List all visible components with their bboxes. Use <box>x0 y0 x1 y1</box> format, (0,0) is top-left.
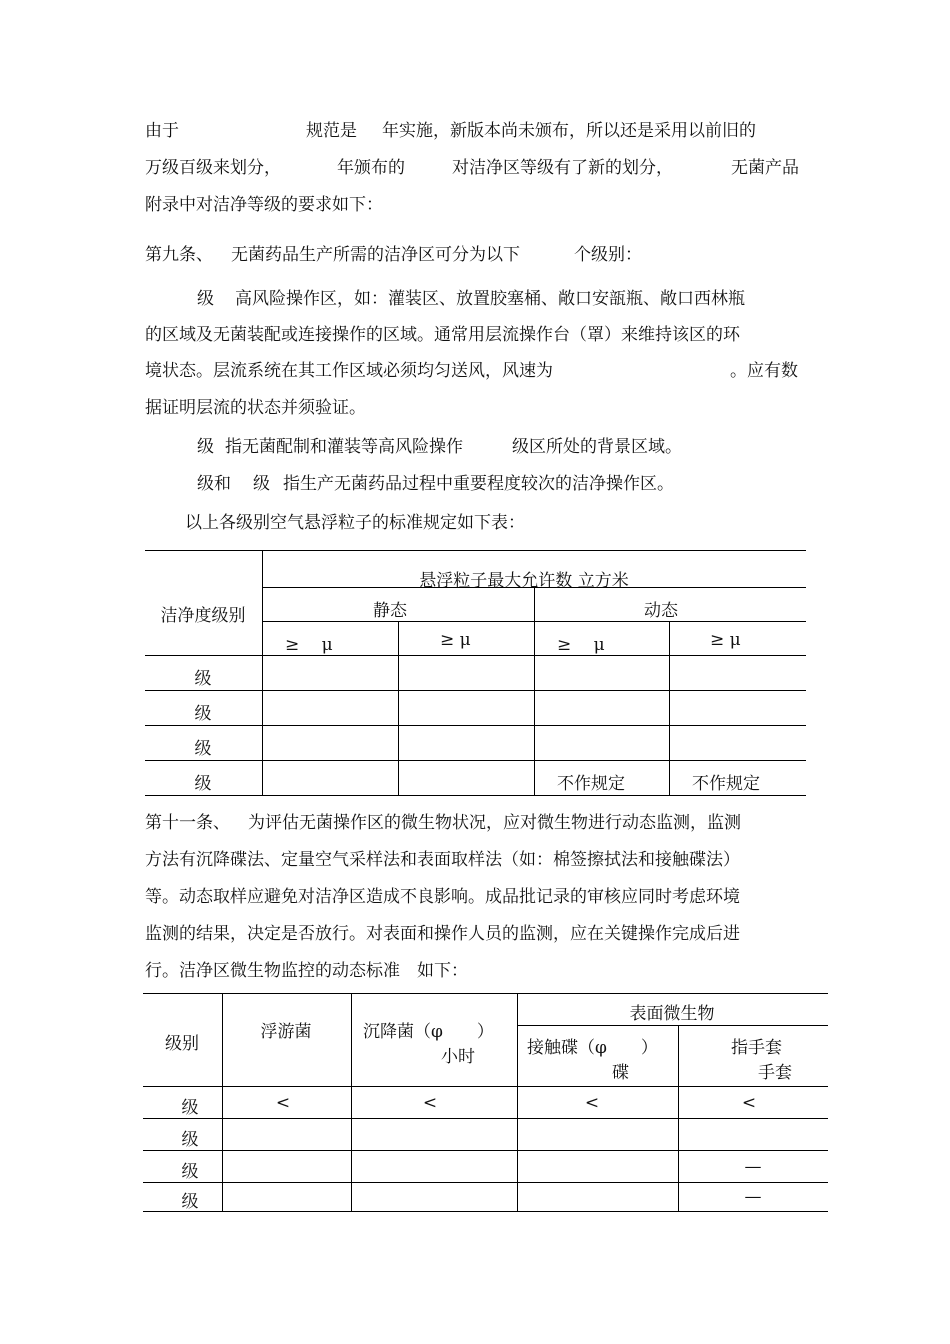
intro-text: 由于 <box>145 121 179 141</box>
row-grade: 级 <box>194 774 212 794</box>
article-text: 的区域及无菌装配或连接操作的区域。通常用层流操作台（罩）来维持该区的环 <box>145 325 740 345</box>
intro-text: 附录中对洁净等级的要求如下： <box>145 195 383 215</box>
grade-label: 级 <box>253 474 270 494</box>
article-text: 境状态。层流系统在其工作区域必须均匀送风，风速为 <box>145 361 553 381</box>
column-header-grade: 洁净度级别 <box>160 606 246 626</box>
column-header-particles: 悬浮粒子最大允许数 立方米 <box>419 571 629 591</box>
grade-label: 级 <box>197 289 214 309</box>
column-header-glove: 指手套 <box>731 1038 782 1058</box>
intro-text: 规范是 <box>306 121 357 141</box>
column-header-airborne: 浮游菌 <box>260 1022 312 1042</box>
column-header-static: 静态 <box>373 601 407 621</box>
row-grade: 级 <box>194 669 212 689</box>
article-text: 级区所处的背景区域。 <box>512 437 682 457</box>
article-heading: 第九条、 <box>145 245 213 265</box>
grade-label: 级 <box>197 437 214 457</box>
article-text: 方法有沉降碟法、定量空气采样法和表面取样法（如：棉签擦拭法和接触碟法） <box>145 850 740 870</box>
column-header-dynamic: 动态 <box>644 601 678 621</box>
article-text: 等。动态取样应避免对洁净区造成不良影响。成品批记录的审核应同时考虑环境 <box>145 887 740 907</box>
table-cell: < <box>584 1093 600 1113</box>
row-grade: 级 <box>181 1098 199 1118</box>
intro-text: 无菌产品 <box>731 158 799 178</box>
column-header-settle: 沉降菌（φ ） <box>363 1022 494 1042</box>
article-heading: 第十一条、 <box>145 813 230 833</box>
intro-text: 万级百级来划分， <box>145 158 281 178</box>
grade-label: 级和 <box>197 474 231 494</box>
table-cell: < <box>275 1093 291 1113</box>
column-subheader: ≥ μ <box>440 630 471 650</box>
row-grade: 级 <box>181 1130 199 1150</box>
table-cell: < <box>741 1093 757 1113</box>
column-subheader: ≥ μ <box>557 635 605 655</box>
column-header-contact-unit: 碟 <box>612 1063 629 1083</box>
intro-text: 对洁净区等级有了新的划分， <box>452 158 673 178</box>
column-subheader: ≥ μ <box>710 630 741 650</box>
table-cell: 不作规定 <box>557 774 625 794</box>
intro-text: 年颁布的 <box>337 158 405 178</box>
article-text: 个级别： <box>574 245 642 265</box>
article-text: 指生产无菌药品过程中重要程度较次的洁净操作区。 <box>283 474 674 494</box>
column-header-grade: 级别 <box>165 1034 199 1054</box>
row-grade: 级 <box>181 1192 199 1212</box>
article-text: 无菌药品生产所需的洁净区可分为以下 <box>231 245 520 265</box>
article-text: 监测的结果，决定是否放行。对表面和操作人员的监测，应在关键操作完成后进 <box>145 924 740 944</box>
row-grade: 级 <box>181 1162 199 1182</box>
column-subheader: ≥ μ <box>285 635 333 655</box>
table-cell: < <box>422 1093 438 1113</box>
article-text: 为评估无菌操作区的微生物状况，应对微生物进行动态监测，监测 <box>248 813 741 833</box>
intro-text: 年实施，新版本尚未颁布，所以还是采用以前旧的 <box>382 121 756 141</box>
row-grade: 级 <box>194 739 212 759</box>
article-text: 高风险操作区，如：灌装区、放置胶塞桶、敞口安瓿瓶、敞口西林瓶 <box>235 289 745 309</box>
column-header-settle-unit: 小时 <box>441 1047 475 1067</box>
column-header-glove-unit: 手套 <box>758 1063 792 1083</box>
article-text: 据证明层流的状态并须验证。 <box>145 398 366 418</box>
article-text: 。应有数 <box>730 361 798 381</box>
table-cell: — <box>744 1157 762 1177</box>
article-text: 行。洁净区微生物监控的动态标准 如下： <box>145 961 468 981</box>
column-header-surface: 表面微生物 <box>629 1004 715 1024</box>
column-header-contact: 接触碟（φ ） <box>527 1038 658 1058</box>
table-intro: 以上各级别空气悬浮粒子的标准规定如下表： <box>185 513 525 533</box>
row-grade: 级 <box>194 704 212 724</box>
table-cell: — <box>744 1187 762 1207</box>
article-text: 指无菌配制和灌装等高风险操作 <box>225 437 463 457</box>
table-cell: 不作规定 <box>692 774 760 794</box>
